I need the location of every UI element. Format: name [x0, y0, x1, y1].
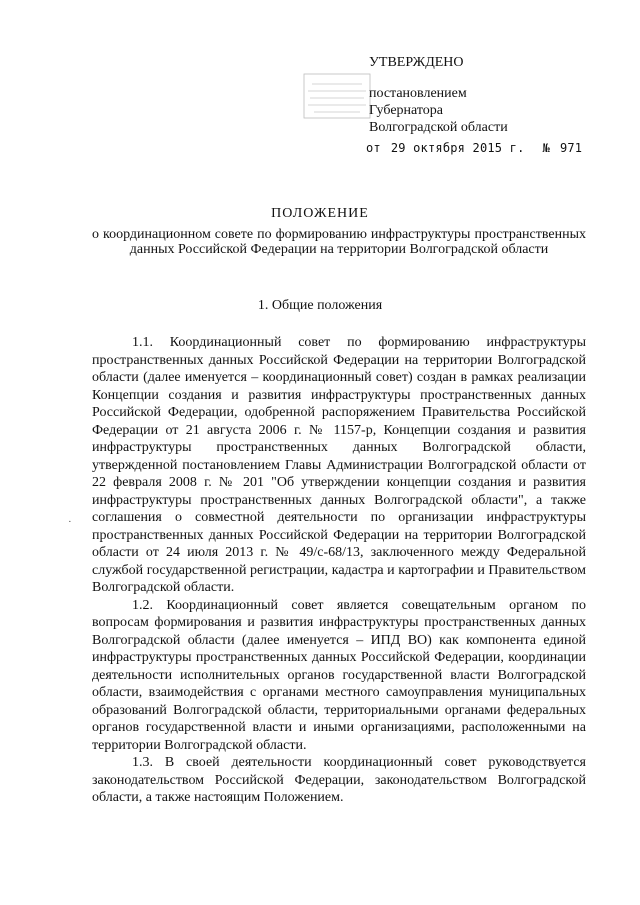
decree-date: 29 октября 2015 г. — [390, 141, 525, 155]
section-heading: 1. Общие положения — [257, 298, 383, 313]
date-prefix: от — [366, 141, 381, 155]
approval-block — [366, 54, 583, 155]
paragraph-1-2: 1.2. Координационный совет является совещательным органом по вопросам формирования и развития инфраструктуры пространственных данных Волгоградской области (далее именуется – ИПД ВО) как компонента единой инфраструктуры пространственных данных Российской Федерации, координации деятельности исполнительных органов государственной власти Волгоградской области, взаимодействия с органами местного самоуправления муниципальных образований Волгоградской области, территориальными органами федеральных органов государственной власти и иными организациями, расположенными на территории Волгоградской области. — [92, 597, 586, 753]
document-title: ПОЛОЖЕНИЕ — [271, 206, 369, 221]
decree-line-3: Волгоградской области — [369, 120, 508, 135]
decree-date-line — [366, 140, 582, 157]
margin-mark: · — [68, 516, 72, 528]
paragraph-1-1: 1.1. Координационный совет по формированию инфраструктуры пространственных данных Российской Федерации на территории Волгоградской области (далее именуется – координационный совет) создан в рамках реализации Концепции создания и развития инфраструктуры пространственных данных Российской Федерации, одобренной распоряжением Правительства Российской Федерации от 21 августа 2006 г. № 1157-р, Концепции создания и развития инфраструктуры пространственных данных Волгоградской области, утвержденной постановлением Главы Администрации Волгоградской области от 22 февраля 2008 г. № 201 "Об утверждении концепции создания и развития инфраструктуры пространственных данных Волгоградской области", а также соглашения о совместной деятельности по организации инфраструктуры пространственных данных Российской Федерации на территории Волгоградской области от 24 июля 2013 г. № 49/с-68/13, заключенного между Федеральной службой государственной регистрации, кадастра и картографии и Правительством Волгоградской области. — [92, 335, 586, 595]
decree-line-2: Губернатора — [369, 103, 444, 118]
number-sign: № — [542, 141, 550, 155]
decree-line-1: постановлением — [369, 86, 467, 101]
document-body — [92, 334, 586, 807]
stamp-icon — [302, 72, 372, 120]
document-subtitle: о координационном совете по формированию инфраструктуры пространственных данных Российской Федерации на территории Волгоградской области — [92, 227, 586, 257]
approved-label: УТВЕРЖДЕНО — [369, 55, 464, 70]
decree-number: 971 — [559, 141, 583, 155]
paragraph-1-3: 1.3. В своей деятельности координационный совет руководствуется законодательством Российской Федерации, законодательством Волгоградской области, а также настоящим Положением. — [92, 755, 586, 805]
